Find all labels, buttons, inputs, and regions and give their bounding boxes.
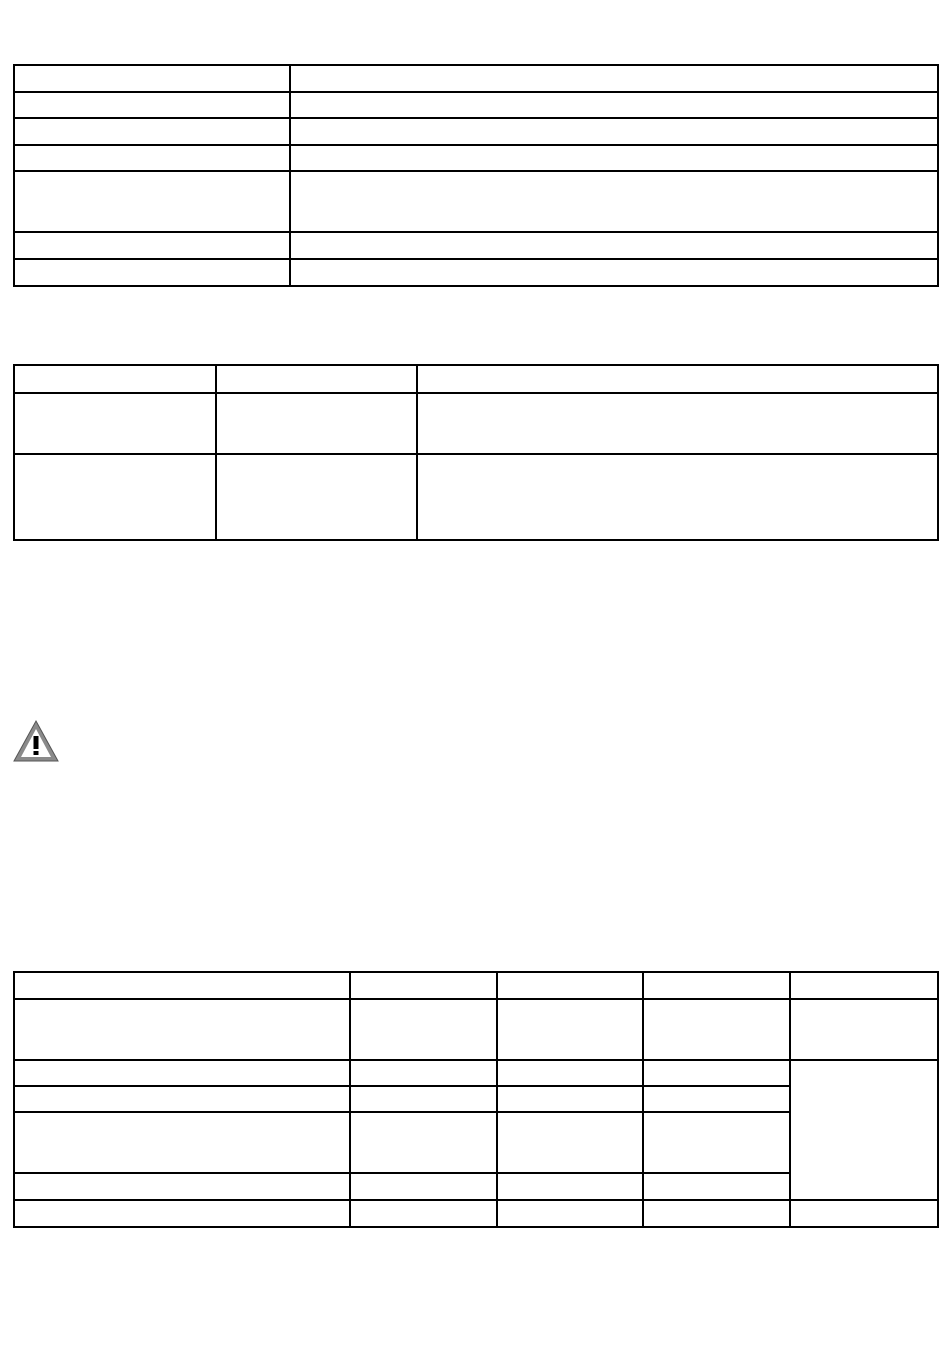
table-row <box>14 1060 938 1086</box>
table-cell <box>350 1173 497 1200</box>
table-cell <box>350 1112 497 1173</box>
table-cell <box>14 1112 350 1173</box>
table-cell <box>497 972 643 999</box>
table-cell <box>417 365 938 393</box>
table-row <box>14 232 938 259</box>
table-cell <box>350 1086 497 1112</box>
table-cell <box>790 972 938 999</box>
table-cell <box>216 393 417 454</box>
table-cell <box>643 1200 790 1227</box>
specifications-table-2 <box>13 364 939 541</box>
table-cell <box>497 1060 643 1086</box>
table-cell <box>14 1060 350 1086</box>
specifications-table-1 <box>13 64 939 287</box>
table-cell <box>290 232 938 259</box>
table-cell <box>417 454 938 540</box>
table-cell <box>350 999 497 1060</box>
table-cell <box>14 92 290 118</box>
table-cell <box>497 1086 643 1112</box>
warning-icon <box>12 719 60 763</box>
table-cell <box>497 1200 643 1227</box>
specifications-table-3 <box>13 971 939 1228</box>
table-cell <box>790 999 938 1060</box>
table-cell <box>290 92 938 118</box>
table-cell <box>790 1200 938 1227</box>
table-row <box>14 145 938 171</box>
table-cell <box>350 1060 497 1086</box>
table-cell <box>290 259 938 286</box>
table-cell <box>14 118 290 145</box>
table-cell <box>643 1086 790 1112</box>
table-cell <box>290 171 938 232</box>
table-cell <box>14 365 216 393</box>
table-row <box>14 454 938 540</box>
table-row <box>14 118 938 145</box>
table-cell <box>497 999 643 1060</box>
table-row <box>14 393 938 454</box>
table-cell <box>290 65 938 92</box>
table-row <box>14 999 938 1060</box>
table-cell <box>643 1173 790 1200</box>
table-cell <box>14 1173 350 1200</box>
table-cell <box>497 1112 643 1173</box>
table-row <box>14 259 938 286</box>
table-cell <box>14 393 216 454</box>
table-cell <box>14 232 290 259</box>
table-cell <box>14 145 290 171</box>
table-cell <box>350 972 497 999</box>
table-cell <box>643 1112 790 1173</box>
table-cell <box>14 65 290 92</box>
table-row <box>14 171 938 232</box>
table-cell <box>14 999 350 1060</box>
table-cell <box>216 365 417 393</box>
table-cell <box>14 972 350 999</box>
table-cell <box>417 393 938 454</box>
table-row <box>14 65 938 92</box>
table-cell <box>290 118 938 145</box>
table-cell <box>14 259 290 286</box>
table-cell <box>290 145 938 171</box>
table-cell <box>643 972 790 999</box>
table-cell <box>14 454 216 540</box>
table-cell <box>497 1173 643 1200</box>
table-row <box>14 1200 938 1227</box>
table-cell-merged <box>790 1060 938 1200</box>
table-row <box>14 92 938 118</box>
table-cell <box>14 171 290 232</box>
table-row <box>14 365 938 393</box>
table-cell <box>643 1060 790 1086</box>
table-row <box>14 972 938 999</box>
table-cell <box>350 1200 497 1227</box>
table-cell <box>14 1086 350 1112</box>
table-cell <box>643 999 790 1060</box>
table-cell <box>216 454 417 540</box>
table-cell <box>14 1200 350 1227</box>
